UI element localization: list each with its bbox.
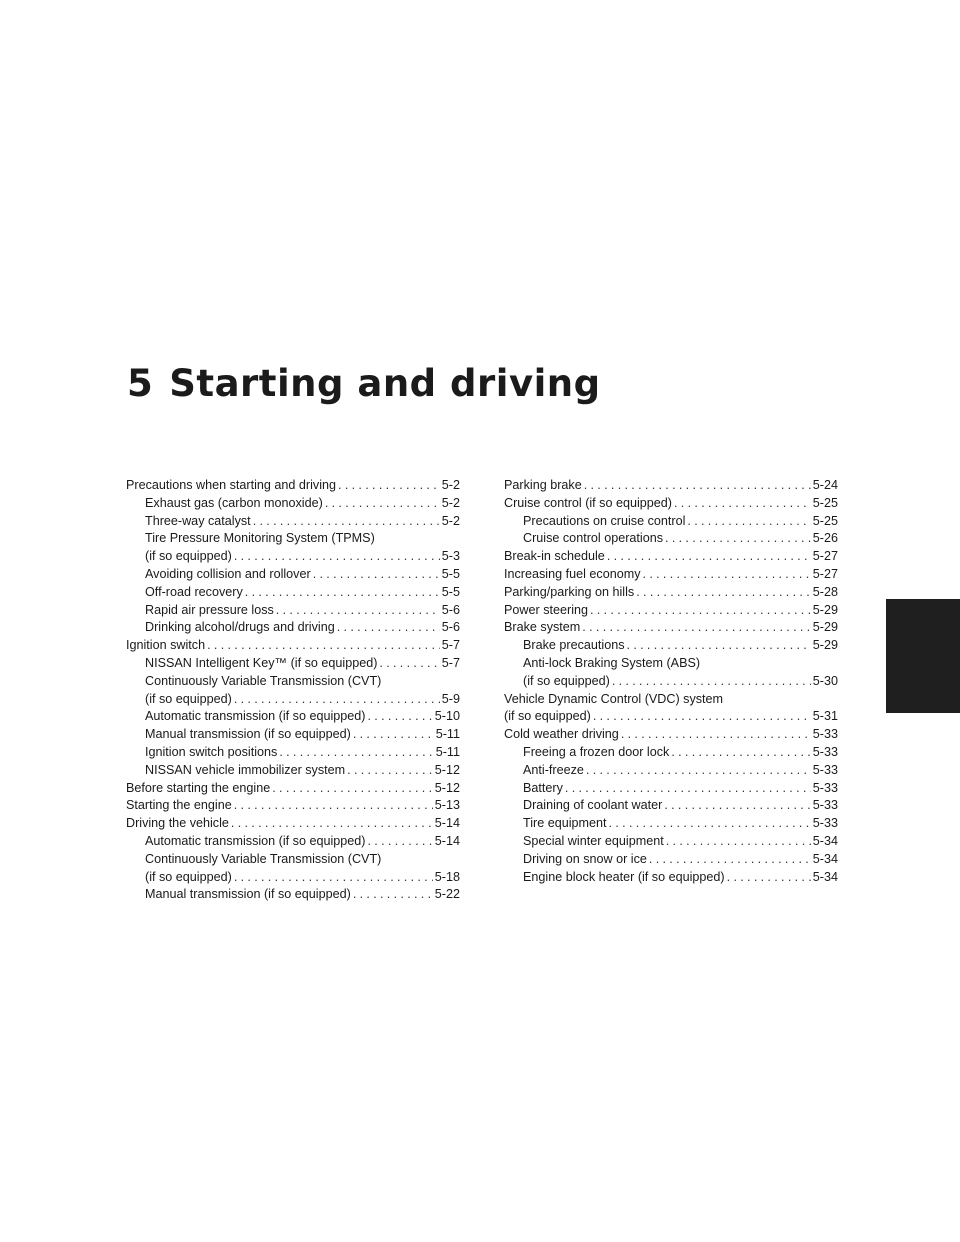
toc-entry[interactable] <box>126 726 460 744</box>
toc-entry[interactable] <box>504 637 838 655</box>
toc-entry-label: Anti-freeze <box>523 762 584 777</box>
toc-entry-label: NISSAN Intelligent Key™ (if so equipped) <box>145 655 378 670</box>
toc-leader-dots <box>347 762 433 780</box>
toc-entry[interactable] <box>126 637 460 655</box>
toc-entry-page: 5-12 <box>434 780 460 795</box>
toc-entry-label: (if so equipped) <box>145 869 232 884</box>
toc-left-column <box>126 477 460 904</box>
toc-entry[interactable] <box>126 566 460 584</box>
toc-entry-page: 5-2 <box>441 513 460 528</box>
toc-entry-label: (if so equipped) <box>504 709 591 724</box>
toc-entry-label: Precautions on cruise control <box>523 513 686 528</box>
toc-entry-label: Avoiding collision and rollover <box>145 566 311 581</box>
toc-entry-page: 5-3 <box>441 549 460 564</box>
toc-entry[interactable] <box>504 673 838 691</box>
toc-entry-label: Before starting the engine <box>126 780 271 795</box>
toc-leader-dots <box>636 584 811 602</box>
toc-leader-dots <box>272 780 433 798</box>
toc-entry-page: 5-12 <box>434 762 460 777</box>
toc-entry-page: 5-26 <box>812 531 838 546</box>
toc-entry-label: Brake precautions <box>523 638 625 653</box>
toc-entry-label: Three-way catalyst <box>145 513 251 528</box>
toc-entry-label: (if so equipped) <box>145 691 232 706</box>
toc-entry-label: Continuously Variable Transmission (CVT) <box>145 673 382 688</box>
toc-entry-label: Cold weather driving <box>504 727 619 742</box>
toc-entry-label: Power steering <box>504 602 588 617</box>
toc-entry-label: Driving the vehicle <box>126 816 229 831</box>
toc-entry-label: Automatic transmission (if so equipped) <box>145 833 366 848</box>
toc-leader-dots <box>353 886 433 904</box>
toc-entry-label: Break-in schedule <box>504 549 605 564</box>
toc-entry[interactable] <box>504 726 838 744</box>
toc-leader-dots <box>666 833 811 851</box>
toc-leader-dots <box>727 869 811 887</box>
toc-leader-dots <box>337 619 440 637</box>
toc-entry-page: 5-5 <box>441 584 460 599</box>
toc-entry-page: 5-33 <box>812 762 838 777</box>
toc-entry[interactable] <box>126 708 460 726</box>
toc-entry-page: 5-13 <box>434 798 460 813</box>
toc-leader-dots <box>649 851 811 869</box>
toc-leader-dots <box>607 548 811 566</box>
toc-entry-page: 5-33 <box>812 816 838 831</box>
toc-entry-page: 5-33 <box>812 744 838 759</box>
toc-entry-page: 5-27 <box>812 549 838 564</box>
toc-leader-dots <box>368 833 433 851</box>
toc-entry-page: 5-11 <box>435 744 460 759</box>
toc-entry[interactable] <box>126 548 460 566</box>
toc-leader-dots <box>368 708 433 726</box>
toc-entry-page: 5-18 <box>434 869 460 884</box>
toc-entry[interactable] <box>504 815 838 833</box>
toc-leader-dots <box>207 637 440 655</box>
toc-entry[interactable] <box>504 602 838 620</box>
toc-leader-dots <box>325 495 440 513</box>
chapter-number: 5 <box>127 362 154 405</box>
toc-entry[interactable] <box>504 762 838 780</box>
toc-leader-dots <box>665 530 811 548</box>
toc-leader-dots <box>584 477 811 495</box>
toc-entry-label: Special winter equipment <box>523 833 664 848</box>
toc-entry-label: Ignition switch positions <box>145 744 278 759</box>
toc-entry-label: Parking/parking on hills <box>504 584 635 599</box>
toc-leader-dots <box>687 513 810 531</box>
toc-leader-dots <box>234 797 433 815</box>
toc-entry-page: 5-24 <box>812 478 838 492</box>
toc-entry[interactable] <box>126 815 460 833</box>
toc-entry-label: Drinking alcohol/drugs and driving <box>145 620 335 635</box>
toc-entry[interactable] <box>126 584 460 602</box>
toc-entry-label: (if so equipped) <box>523 673 610 688</box>
toc-entry-label: Draining of coolant water <box>523 798 663 813</box>
toc-entry-page: 5-33 <box>812 798 838 813</box>
toc-entry-page: 5-25 <box>812 495 838 510</box>
toc-entry-page: 5-14 <box>434 833 460 848</box>
toc-entry-page: 5-30 <box>812 673 838 688</box>
chapter-title <box>127 362 601 405</box>
toc-entry-page: 5-25 <box>812 513 838 528</box>
toc-entry[interactable] <box>126 797 460 815</box>
toc-leader-dots <box>231 815 433 833</box>
toc-entry-page: 5-29 <box>812 620 838 635</box>
toc-leader-dots <box>621 726 811 744</box>
toc-leader-dots <box>276 602 440 620</box>
toc-entry-label: Rapid air pressure loss <box>145 602 274 617</box>
toc-leader-dots <box>353 726 434 744</box>
toc-entry-label: Increasing fuel economy <box>504 566 641 581</box>
toc-entry-label: Cruise control operations <box>523 531 664 546</box>
toc-entry[interactable] <box>504 584 838 602</box>
toc-leader-dots <box>234 548 440 566</box>
toc-entry-label: Tire Pressure Monitoring System (TPMS) <box>145 531 375 546</box>
toc-leader-dots <box>565 780 811 798</box>
toc-entry[interactable] <box>126 619 460 637</box>
toc-entry-label: Battery <box>523 780 563 795</box>
toc-entry-label: Exhaust gas (carbon monoxide) <box>145 495 323 510</box>
toc-entry-page: 5-34 <box>812 851 838 866</box>
toc-entry-page: 5-7 <box>441 638 460 653</box>
toc-entry-label: Cruise control (if so equipped) <box>504 495 672 510</box>
toc-entry-page: 5-9 <box>441 691 460 706</box>
toc-entry[interactable] <box>504 691 838 709</box>
toc-entry-label: Engine block heater (if so equipped) <box>523 869 725 884</box>
toc-entry-page: 5-14 <box>434 816 460 831</box>
toc-entry[interactable] <box>504 780 838 798</box>
toc-entry-page: 5-11 <box>435 727 460 742</box>
toc-entry[interactable] <box>504 869 838 887</box>
toc-entry[interactable] <box>126 513 460 531</box>
toc-entry[interactable] <box>504 477 838 495</box>
toc-leader-dots <box>627 637 811 655</box>
toc-entry-label: Vehicle Dynamic Control (VDC) system <box>504 691 724 706</box>
toc-entry-label: Manual transmission (if so equipped) <box>145 727 351 742</box>
toc-leader-dots <box>582 619 810 637</box>
toc-leader-dots <box>234 869 433 887</box>
toc-leader-dots <box>234 691 440 709</box>
toc-entry-label: Automatic transmission (if so equipped) <box>145 709 366 724</box>
toc-entry-label: Precautions when starting and driving <box>126 478 337 492</box>
toc-entry[interactable] <box>504 833 838 851</box>
toc-entry[interactable] <box>126 495 460 513</box>
toc-entry-label: (if so equipped) <box>145 549 232 564</box>
toc-leader-dots <box>586 762 811 780</box>
toc-entry[interactable] <box>126 869 460 887</box>
toc-leader-dots <box>612 673 811 691</box>
toc-entry-label: Anti-lock Braking System (ABS) <box>523 655 701 670</box>
toc-leader-dots <box>245 584 440 602</box>
toc-entry-page: 5-2 <box>441 478 460 492</box>
toc-entry-page: 5-6 <box>441 602 460 617</box>
toc-entry-label: NISSAN vehicle immobilizer system <box>145 762 346 777</box>
toc-entry[interactable] <box>126 851 460 869</box>
toc-entry[interactable] <box>504 530 838 548</box>
toc-leader-dots <box>674 495 811 513</box>
chapter-side-tab <box>886 599 960 713</box>
toc-entry[interactable] <box>504 708 838 726</box>
toc-entry[interactable] <box>504 851 838 869</box>
toc-leader-dots <box>593 708 811 726</box>
toc-entry-page: 5-28 <box>812 584 838 599</box>
toc-entry[interactable] <box>504 566 838 584</box>
toc-leader-dots <box>643 566 811 584</box>
toc-entry-label: Manual transmission (if so equipped) <box>145 887 351 902</box>
toc-entry[interactable] <box>126 691 460 709</box>
toc-entry-label: Ignition switch <box>126 638 206 653</box>
toc-entry[interactable] <box>126 744 460 762</box>
toc-entry[interactable] <box>504 744 838 762</box>
toc-entry-page: 5-2 <box>441 495 460 510</box>
toc-entry-label: Tire equipment <box>523 816 607 831</box>
toc-right-column <box>504 477 838 886</box>
toc-entry-label: Starting the engine <box>126 798 232 813</box>
toc-leader-dots <box>253 513 440 531</box>
toc-leader-dots <box>379 655 439 673</box>
toc-entry-page: 5-31 <box>812 709 838 724</box>
toc-entry[interactable] <box>126 477 460 495</box>
toc-entry[interactable] <box>504 548 838 566</box>
toc-leader-dots <box>609 815 811 833</box>
toc-entry-page: 5-27 <box>812 566 838 581</box>
toc-entry[interactable] <box>504 495 838 513</box>
toc-entry[interactable] <box>126 833 460 851</box>
toc-entry-label: Continuously Variable Transmission (CVT) <box>145 851 382 866</box>
toc-entry-page: 5-6 <box>441 620 460 635</box>
toc-leader-dots <box>590 602 811 620</box>
toc-entry[interactable] <box>504 797 838 815</box>
toc-entry[interactable] <box>126 530 460 548</box>
toc-entry-label: Off-road recovery <box>145 584 243 599</box>
toc-entry-page: 5-29 <box>812 638 838 653</box>
toc-entry[interactable] <box>126 886 460 904</box>
toc-entry-page: 5-33 <box>812 780 838 795</box>
toc-entry-page: 5-34 <box>812 833 838 848</box>
toc-entry-page: 5-34 <box>812 869 838 884</box>
toc-entry-label: Brake system <box>504 620 581 635</box>
toc-entry-page: 5-22 <box>434 887 460 902</box>
toc-entry[interactable] <box>126 673 460 691</box>
toc-entry[interactable] <box>504 655 838 673</box>
chapter-title-text: Starting and driving <box>169 362 601 405</box>
toc-entry-label: Parking brake <box>504 478 582 492</box>
toc-leader-dots <box>338 477 440 495</box>
toc-entry-page: 5-33 <box>812 727 838 742</box>
toc-leader-dots <box>671 744 810 762</box>
toc-leader-dots <box>279 744 433 762</box>
toc-entry-label: Freeing a frozen door lock <box>523 744 670 759</box>
toc-entry[interactable] <box>126 762 460 780</box>
toc-entry-label: Driving on snow or ice <box>523 851 647 866</box>
toc-entry-page: 5-7 <box>441 655 460 670</box>
toc-leader-dots <box>313 566 440 584</box>
toc-entry[interactable] <box>126 655 460 673</box>
toc-entry[interactable] <box>126 602 460 620</box>
toc-leader-dots <box>664 797 810 815</box>
toc-entry-page: 5-5 <box>441 566 460 581</box>
toc-entry-page: 5-10 <box>434 709 460 724</box>
toc-entry-page: 5-29 <box>812 602 838 617</box>
toc-entry[interactable] <box>504 619 838 637</box>
toc-entry[interactable] <box>504 513 838 531</box>
toc-entry[interactable] <box>126 780 460 798</box>
